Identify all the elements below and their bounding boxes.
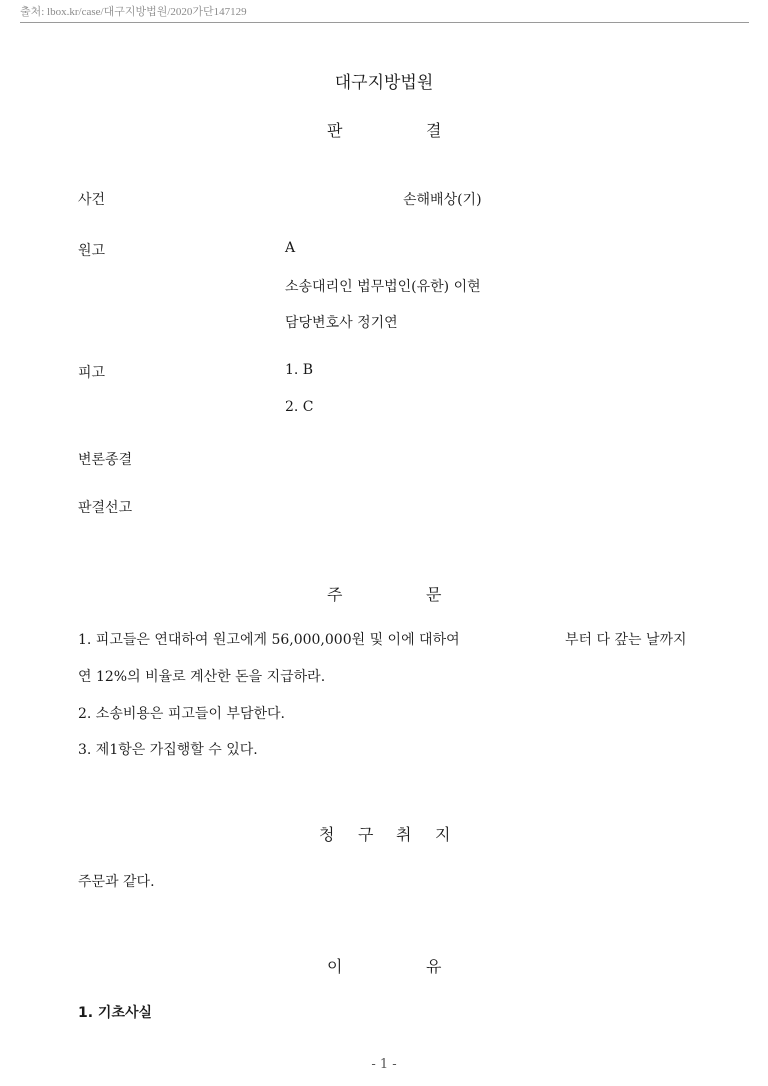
case-label: 사건 — [78, 192, 106, 208]
doc-title-char-2: 결 — [426, 121, 442, 140]
section-1-heading: 1. 기초사실 — [78, 1005, 153, 1021]
header-divider — [20, 22, 749, 23]
order-line-2: 2. 소송비용은 피고들이 부담한다. — [78, 706, 285, 722]
defendant-label: 피고 — [78, 365, 106, 381]
order-heading-char-2: 문 — [426, 585, 442, 604]
order-line-1b: 부터 다 갚는 날까지 — [565, 632, 687, 648]
plaintiff-label: 원고 — [78, 243, 106, 259]
reason-heading-char-2: 유 — [426, 957, 442, 976]
defendant-1: 1. B — [285, 362, 314, 378]
claim-heading-char-2: 구 — [358, 825, 374, 844]
case-value: 손해배상(기) — [403, 192, 482, 208]
court-name: 대구지방법원 — [334, 73, 434, 93]
claim-text: 주문과 같다. — [78, 874, 155, 890]
order-line-3: 3. 제1항은 가집행할 수 있다. — [78, 742, 258, 758]
source-url: 출처: lbox.kr/case/대구지방법원/2020가단147129 — [20, 6, 247, 18]
closing-label: 변론종결 — [78, 452, 133, 468]
plaintiff-counsel: 소송대리인 법무법인(유한) 이현 — [285, 279, 481, 295]
plaintiff-attorney: 담당변호사 정기연 — [285, 315, 398, 331]
claim-heading-char-3: 취 — [396, 825, 412, 844]
order-heading-char-1: 주 — [327, 585, 343, 604]
order-line-1a: 1. 피고들은 연대하여 원고에게 56,000,000원 및 이에 대하여 — [78, 632, 460, 648]
order-line-1c: 연 12%의 비율로 계산한 돈을 지급하라. — [78, 669, 326, 685]
page-number: - 1 - — [371, 1057, 397, 1072]
plaintiff-name: A — [285, 240, 296, 256]
claim-heading-char-4: 지 — [435, 825, 451, 844]
doc-title-char-1: 판 — [327, 121, 343, 140]
reason-heading-char-1: 이 — [327, 957, 343, 976]
judgment-date-label: 판결선고 — [78, 500, 133, 516]
claim-heading-char-1: 청 — [319, 825, 335, 844]
defendant-2: 2. C — [285, 399, 314, 415]
